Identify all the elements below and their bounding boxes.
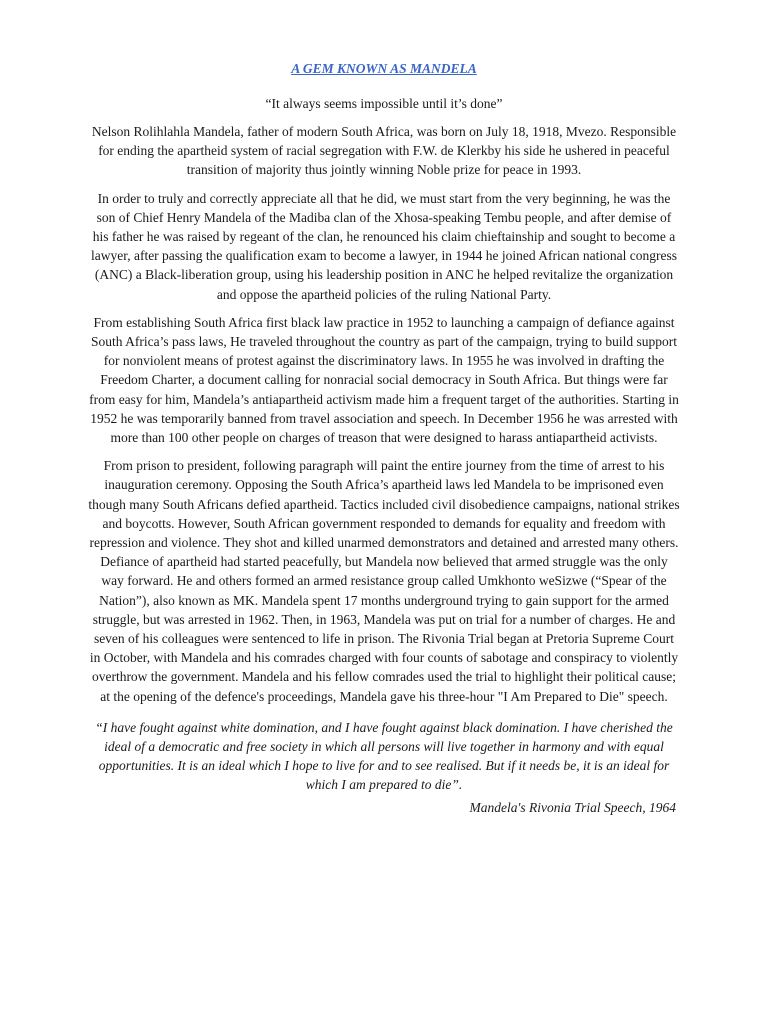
paragraph-birth: Nelson Rolihlahla Mandela, father of modern South Africa, was born on July 18, 1918, Mvezo. Responsible for ending the apartheid system of racial segregation with F.W. de Klerkby his side he ushered in peaceful transition of majority thus jointly winning Noble prize for peace in 1993. [91,124,677,178]
epigraph: “It always seems impossible until it’s done” [265,96,503,111]
speech-quote: “I have fought against white domination, and I have fought against black domination. I have cherished the ideal of a democratic and free society in which all persons will live together in harmony and with equal opportunities. It is an ideal which I hope to live for and to see realised. But if it needs be, it is an ideal for which I am prepared to die”. [95,719,673,792]
paragraph-early-life: In order to truly and correctly appreciate all that he did, we must start from the very beginning, he was the son of Chief Henry Mandela of the Madiba clan of the Xhosa-speaking Tembu people, and after demise of his father he was raised by regeant of the clan, he renounced his claim chieftainship and sought to become a lawyer, after passing the qualification exam to become a lawyer, in 1944 he joined African national congress (ANC) a Black-liberation group, using his leadership position in ANC he helped revitalize the organization and oppose the apartheid policies of the ruling National Party. [91,190,677,302]
quote-attribution: Mandela's Rivonia Trial Speech, 1964 [469,799,676,815]
paragraph-activism: From establishing South Africa first black law practice in 1952 to launching a campaign of defiance against South Africa’s pass laws, He traveled throughout the country as part of the campaign, trying to build support for nonviolent means of protest against the discriminatory laws. In 1955 he was involved in drafting the Freedom Charter, a document calling for nonracial social democracy in South Africa. But things were far from easy for him, Mandela’s antiapartheid activism made him a frequent target of the authorities. Starting in 1952 he was temporarily banned from travel association and speech. In December 1956 he was arrested with more than 100 other people on charges of treason that were designed to harass antiapartheid activists. [89,314,679,446]
document-title: A GEM KNOWN AS MANDELA [291,61,477,76]
paragraph-prison: From prison to president, following paragraph will paint the entire journey from the time of arrest to his inauguration ceremony. Opposing the South Africa’s apartheid laws led Mandela to be imprisoned even though many South Africans defied apartheid. Tactics included civil disobedience campaigns, national strikes and boycotts. However, South African government responded to demands for equality and freedom with repression and violence. They shot and killed unarmed demonstrators and detained and arrested many others. Defiance of apartheid had started peacefully, but Mandela now believed that armed struggle was the only way forward. He and others formed an armed resistance group called Umkhonto weSizwe (“Spear of the Nation”), also known as MK. Mandela spent 17 months underground trying to gain support for the armed struggle, but was arrested in 1962. Then, in 1963, Mandela was put on trial for a number of charges. He and seven of his colleagues were sentenced to life in prison. The Rivonia Trial began at Pretoria Supreme Court in October, with Mandela and his comrades charged with four counts of sabotage and conspiracy to violently overthrow the government. Mandela and his fellow comrades used the trial to highlight their political cause; at the opening of the defence's proceedings, Mandela gave his three-hour "I Am Prepared to Die" speech. [88,458,680,704]
